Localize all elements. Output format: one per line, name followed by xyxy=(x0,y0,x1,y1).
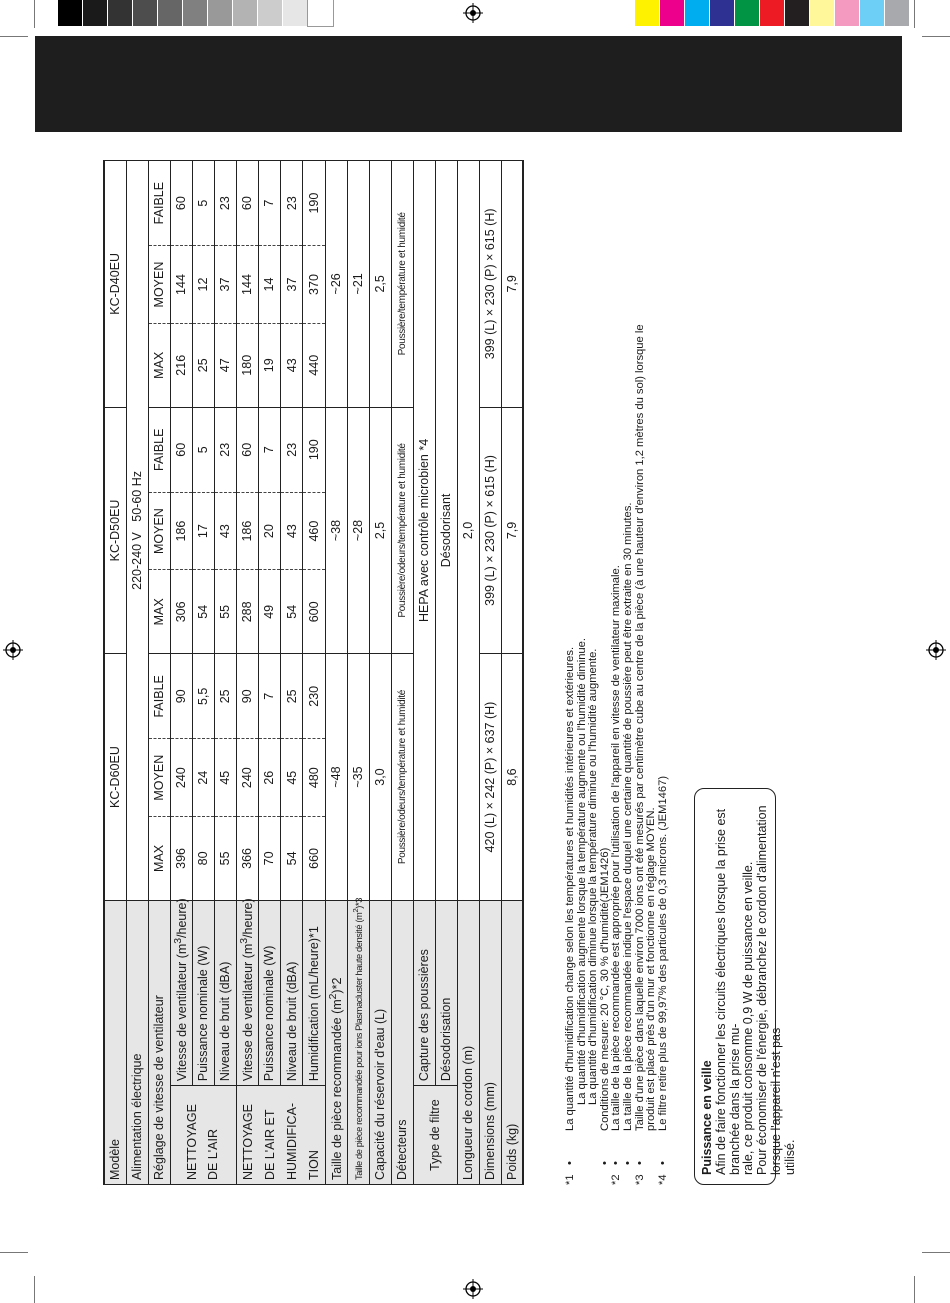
color-swatch xyxy=(685,0,710,26)
row-cord xyxy=(457,161,479,1185)
row-air-power xyxy=(192,161,214,1185)
rotated-spec-page xyxy=(103,160,797,1185)
footnote-line: La quantité d'humidification change selon les températures et humidités intérieures et extérieures. xyxy=(564,646,576,1131)
air-power-value: 24 xyxy=(192,739,214,817)
group-line: NETTOYAGE xyxy=(185,1104,199,1180)
footnote-line: La taille de la pièce recommandée indique l'espace duquel une certaine quantité de poussière peut être extraite en 30 minutes. xyxy=(621,502,634,1131)
hum-fan-value: 144 xyxy=(236,246,258,324)
footnote-mark: *1 xyxy=(564,1174,576,1185)
air-noise-value: 55 xyxy=(214,816,236,900)
row-power xyxy=(126,161,148,1185)
air-noise-value: 45 xyxy=(214,739,236,817)
plasma-size-value: ~35 xyxy=(347,654,369,901)
bullet: • xyxy=(621,1161,634,1165)
footnote-line: Conditions de mesure: 20 °C, 30 % d'humidité(JEM1426) xyxy=(598,847,611,1131)
hum-fan-value: 180 xyxy=(236,323,258,407)
plasma-size-value: ~28 xyxy=(347,407,369,654)
crop-mark xyxy=(922,1252,950,1253)
sensors-value: Poussière/température et humidité xyxy=(391,161,413,408)
hum-noise-value: 23 xyxy=(281,407,303,492)
color-swatch xyxy=(710,0,735,26)
air-fan-value: 306 xyxy=(170,570,192,654)
hum-power-label: Puissance nominale (W) xyxy=(258,900,280,1085)
filter-deo-label: Désodorisation xyxy=(435,900,457,1085)
air-power-label: Puissance nominale (W) xyxy=(192,900,214,1085)
footnote-mark: *2 xyxy=(610,1174,623,1185)
hum-noise-value: 45 xyxy=(281,739,303,817)
hum-rate-value: 600 xyxy=(303,570,325,654)
room-size-value: ~48 xyxy=(325,654,347,901)
footnote-mark: *3 xyxy=(633,1174,646,1185)
filter-type-label: Type de filtre xyxy=(413,1086,457,1185)
hum-noise-value: 43 xyxy=(281,323,303,407)
hum-rate-value: 190 xyxy=(303,407,325,492)
air-fan-value: 240 xyxy=(170,739,192,817)
air-fan-value: 216 xyxy=(170,323,192,407)
bullet: • xyxy=(633,1161,646,1165)
air-power-value: 5,5 xyxy=(192,654,214,739)
group-air-humidification xyxy=(236,1086,325,1185)
spec-table xyxy=(103,160,524,1185)
air-power-value: 54 xyxy=(192,570,214,654)
row-filter-dust xyxy=(413,161,435,1185)
registration-mark-icon xyxy=(463,3,483,23)
footnote-line: La quantité d'humidification augmente lorsque la température augmente ou l'humidité diminue. xyxy=(575,638,588,1105)
dimensions-value: 420 (L) × 242 (P) × 637 (H) xyxy=(479,654,501,901)
fan-level-moyen: MOYEN xyxy=(148,492,170,570)
hum-power-value: 49 xyxy=(258,570,280,654)
hum-noise-label: Niveau de bruit (dBA) xyxy=(281,900,303,1085)
gray-swatch xyxy=(158,0,183,26)
air-power-value: 80 xyxy=(192,816,214,900)
hum-noise-value: 54 xyxy=(281,816,303,900)
weight-value: 7,9 xyxy=(501,407,523,654)
air-noise-value: 23 xyxy=(214,407,236,492)
hum-fan-value: 366 xyxy=(236,816,258,900)
group-air-cleaning xyxy=(170,1086,236,1185)
crop-mark xyxy=(34,1276,35,1303)
fan-level-max: MAX xyxy=(148,323,170,407)
hum-fan-value: 60 xyxy=(236,161,258,246)
hum-rate-label: Humidification (mL/heure)*1 xyxy=(303,900,325,1085)
color-swatch xyxy=(760,0,785,26)
row-model xyxy=(104,161,126,1185)
footnote-line: La taille de la pièce recommandée est appropriée pour l'utilisation de l'appareil en vitesse de ventilateur maximale. xyxy=(610,565,623,1131)
cord-label: Longueur de cordon (m) xyxy=(457,900,479,1184)
hum-noise-value: 54 xyxy=(281,570,303,654)
group-line: DE L'AIR ET xyxy=(262,1109,277,1180)
air-fan-value: 60 xyxy=(170,407,192,492)
registration-mark-icon xyxy=(926,640,946,660)
hum-fan-value: 240 xyxy=(236,739,258,817)
filter-dust-value: HEPA avec contrôle microbien *4 xyxy=(413,161,435,901)
row-sensors xyxy=(391,161,413,1185)
registration-mark-icon xyxy=(463,1279,483,1299)
air-noise-value: 43 xyxy=(214,492,236,570)
hum-fan-value: 60 xyxy=(236,407,258,492)
gray-swatch xyxy=(183,0,208,26)
model-kc-d50eu: KC-D50EU xyxy=(104,407,126,654)
row-air-noise xyxy=(214,161,236,1185)
sensors-value: Poussière/odeurs/température et humidité xyxy=(391,654,413,901)
hum-power-value: 14 xyxy=(258,246,280,324)
footnote-line: La quantité d'humidification diminue lorsque la température diminue ou l'humidité augmente. xyxy=(587,648,600,1105)
row-fan-levels xyxy=(148,161,170,1185)
gray-swatch xyxy=(108,0,133,26)
tank-value: 3,0 xyxy=(369,654,391,901)
standby-line: utilisé. xyxy=(782,1139,797,1175)
footnote-line: produit est placé près d'un mur et fonctionne en réglage MOYEN. xyxy=(645,807,658,1131)
weight-value: 8,6 xyxy=(501,654,523,901)
gray-swatch xyxy=(83,0,108,26)
footnote-1 xyxy=(565,160,611,1185)
footnote-bullet-line xyxy=(621,160,635,1165)
hum-noise-value: 43 xyxy=(281,492,303,570)
hum-power-value: 7 xyxy=(258,161,280,246)
air-fan-value: 396 xyxy=(170,816,192,900)
standby-line: rale, ce produit consomme 0,9 W de puissance en veille. xyxy=(741,861,756,1175)
fan-label: Réglage de vitesse de ventilateur xyxy=(148,900,170,1184)
hum-rate-value: 660 xyxy=(303,816,325,900)
air-fan-value: 60 xyxy=(170,161,192,246)
row-hum-rate xyxy=(303,161,325,1185)
group-line: DE L'AIR xyxy=(206,1128,220,1180)
row-room-size xyxy=(325,161,347,1185)
hum-power-value: 26 xyxy=(258,739,280,817)
dimensions-label: Dimensions (mm) xyxy=(479,900,501,1184)
air-noise-value: 47 xyxy=(214,323,236,407)
air-noise-value: 55 xyxy=(214,570,236,654)
hum-fan-value: 186 xyxy=(236,492,258,570)
room-size-value: ~38 xyxy=(325,407,347,654)
standby-title: Puissance en veille xyxy=(700,1060,714,1175)
color-swatch xyxy=(885,0,910,26)
color-swatch xyxy=(785,0,810,26)
row-tank xyxy=(369,161,391,1185)
footnote-line: Taille d'une pièce dans laquelle environ 7000 ions ont été mesurés par centimètre cube au centre de la pièce (à une hauteur d'environ 1,2 mètres du sol) lorsque le xyxy=(633,324,646,1131)
sensors-label: Détecteurs xyxy=(391,900,413,1184)
air-power-value: 5 xyxy=(192,407,214,492)
dimensions-value: 399 (L) × 230 (P) × 615 (H) xyxy=(479,407,501,654)
gray-swatch xyxy=(208,0,233,26)
air-power-value: 17 xyxy=(192,492,214,570)
fan-level-faible: FAIBLE xyxy=(148,161,170,246)
power-value: 220-240 V 50-60 Hz xyxy=(126,161,148,901)
hum-fan-value: 288 xyxy=(236,570,258,654)
header-band xyxy=(35,36,902,132)
plasma-size-label: Taille de pièce recommandée pour ions Plasmacluster haute densité $(m^2)*3$ xyxy=(347,900,369,1184)
row-dimensions xyxy=(479,161,501,1185)
hum-power-value: 20 xyxy=(258,492,280,570)
color-calibration-strip xyxy=(635,0,910,26)
weight-value: 7,9 xyxy=(501,161,523,408)
color-swatch xyxy=(835,0,860,26)
hum-power-value: 7 xyxy=(258,654,280,739)
color-swatch xyxy=(660,0,685,26)
hum-fan-label: Vitesse de ventilateur $(m^3/heure)$ xyxy=(236,900,258,1085)
group-line: HUMIDIFICA- xyxy=(284,1102,299,1180)
crop-mark xyxy=(914,0,915,28)
air-noise-value: 25 xyxy=(214,654,236,739)
air-noise-value: 23 xyxy=(214,161,236,246)
hum-noise-value: 23 xyxy=(281,161,303,246)
air-fan-value: 90 xyxy=(170,654,192,739)
hum-noise-value: 37 xyxy=(281,246,303,324)
row-hum-noise xyxy=(281,161,303,1185)
standby-line: Pour économiser de l'énergie, débranchez le cordon d'alimentation lorsque l'appareil n'est pas xyxy=(755,805,783,1175)
hum-noise-value: 25 xyxy=(281,654,303,739)
air-power-value: 12 xyxy=(192,246,214,324)
hum-rate-value: 480 xyxy=(303,739,325,817)
hum-rate-value: 440 xyxy=(303,323,325,407)
footnote-mark: *4 xyxy=(656,1174,669,1185)
crop-mark xyxy=(0,36,28,37)
hum-fan-value: 90 xyxy=(236,654,258,739)
row-hum-power xyxy=(258,161,280,1185)
gray-swatch xyxy=(233,0,258,26)
air-power-value: 5 xyxy=(192,161,214,246)
air-noise-value: 37 xyxy=(214,246,236,324)
color-swatch xyxy=(860,0,885,26)
row-plasma-size xyxy=(347,161,369,1185)
room-size-label: Taille de pièce recommandée $(m^2)*2$ xyxy=(325,900,347,1184)
sensors-value: Poussière/odeurs/température et humidité xyxy=(391,407,413,654)
gray-swatch xyxy=(58,0,83,26)
standby-power-box xyxy=(694,788,797,1185)
standby-line: Afin de faire fonctionner les circuits électriques lorsque la prise est branchée dans la prise mu- xyxy=(713,808,742,1175)
model-kc-d40eu: KC-D40EU xyxy=(104,161,126,408)
gray-swatch xyxy=(258,0,283,26)
gray-swatch xyxy=(283,0,308,26)
gray-swatch xyxy=(308,0,333,26)
hum-power-value: 7 xyxy=(258,407,280,492)
model-label: Modèle xyxy=(104,900,126,1184)
group-line: TION xyxy=(306,1150,321,1180)
air-fan-value: 186 xyxy=(170,492,192,570)
gray-swatch xyxy=(133,0,158,26)
crop-mark xyxy=(0,1252,28,1253)
air-fan-label: Vitesse de ventilateur $(m^3/heure)$ xyxy=(170,900,192,1085)
row-hum-fan xyxy=(236,161,258,1185)
row-air-fan xyxy=(170,161,192,1185)
fan-level-max: MAX xyxy=(148,816,170,900)
bullet: • xyxy=(564,1161,576,1165)
bullet: • xyxy=(656,1161,669,1165)
footnote-line: Le filtre retire plus de 99,97% des particules de 0,3 microns. (JEM1467) xyxy=(656,775,669,1131)
color-swatch xyxy=(810,0,835,26)
fan-level-moyen: MOYEN xyxy=(148,739,170,817)
row-filter-deo xyxy=(435,161,457,1185)
air-power-value: 25 xyxy=(192,323,214,407)
row-weight xyxy=(501,161,523,1185)
crop-mark xyxy=(922,36,950,37)
cord-value: 2,0 xyxy=(457,161,479,901)
hum-rate-value: 230 xyxy=(303,654,325,739)
tank-value: 2,5 xyxy=(369,161,391,408)
registration-mark-icon xyxy=(3,640,23,660)
bullet: • xyxy=(610,1161,623,1165)
dimensions-value: 399 (L) × 230 (P) × 615 (H) xyxy=(479,161,501,408)
power-label: Alimentation électrique xyxy=(126,900,148,1184)
fan-level-max: MAX xyxy=(148,570,170,654)
hum-rate-value: 190 xyxy=(303,161,325,246)
filter-dust-label: Capture des poussières xyxy=(413,900,435,1085)
color-swatch xyxy=(735,0,760,26)
plasma-size-value: ~21 xyxy=(347,161,369,408)
air-fan-value: 144 xyxy=(170,246,192,324)
filter-deo-value: Désodorisant xyxy=(435,161,457,901)
hum-rate-value: 370 xyxy=(303,246,325,324)
group-line: NETTOYAGE xyxy=(240,1104,255,1180)
footnotes xyxy=(565,160,669,1185)
air-noise-label: Niveau de bruit (dBA) xyxy=(214,900,236,1085)
footnote-3 xyxy=(635,160,658,1185)
hum-power-value: 19 xyxy=(258,323,280,407)
footnote-2 xyxy=(611,160,634,1185)
hum-power-value: 70 xyxy=(258,816,280,900)
model-kc-d60eu: KC-D60EU xyxy=(104,654,126,901)
color-swatch xyxy=(635,0,660,26)
footnote-4 xyxy=(658,160,670,1185)
weight-label: Poids (kg) xyxy=(501,900,523,1184)
bullet: • xyxy=(598,1161,611,1165)
fan-level-moyen: MOYEN xyxy=(148,246,170,324)
fan-level-faible: FAIBLE xyxy=(148,654,170,739)
grayscale-calibration-strip xyxy=(58,0,333,26)
fan-level-faible: FAIBLE xyxy=(148,407,170,492)
tank-label: Capacité du réservoir d'eau (L) xyxy=(369,900,391,1184)
crop-mark xyxy=(914,1276,915,1303)
hum-rate-value: 460 xyxy=(303,492,325,570)
tank-value: 2,5 xyxy=(369,407,391,654)
room-size-value: ~26 xyxy=(325,161,347,408)
crop-mark xyxy=(34,0,35,28)
